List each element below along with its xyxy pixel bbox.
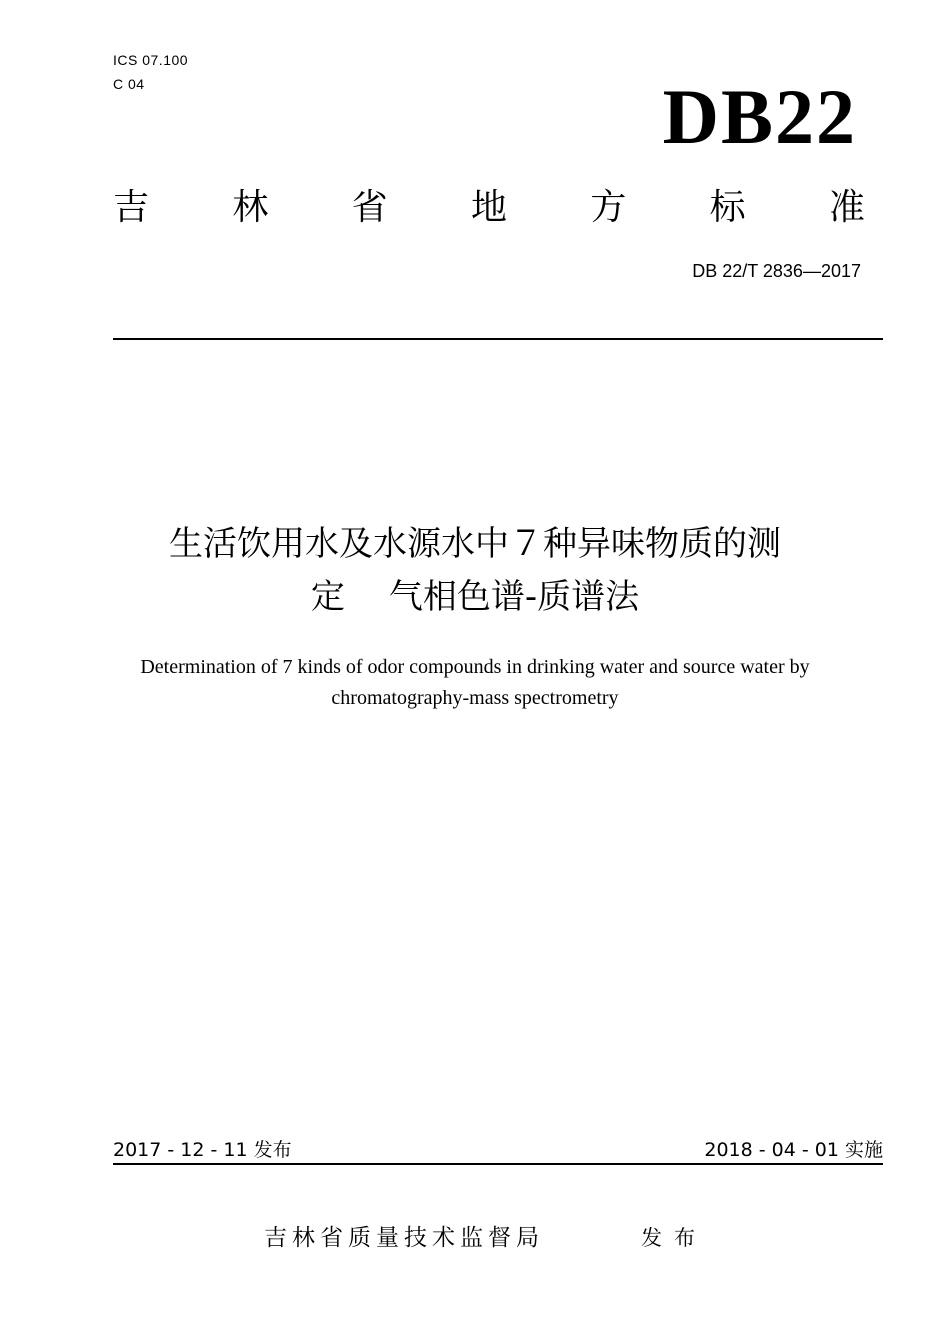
title-english-line1: Determination of 7 kinds of odor compounds in drinking water and source water by bbox=[140, 656, 810, 678]
standard-type-char: 林 bbox=[232, 187, 269, 228]
implementation-date: 2018 - 04 - 01 实施 bbox=[704, 1139, 883, 1161]
issue-date: 2017 - 12 - 11 发布 bbox=[113, 1139, 292, 1161]
header-divider bbox=[113, 338, 883, 340]
standard-type-char: 地 bbox=[470, 187, 507, 228]
ics-block bbox=[113, 48, 188, 96]
standard-type-char: 省 bbox=[351, 187, 388, 228]
standard-type-char: 标 bbox=[709, 187, 746, 228]
standard-number: DB 22/T 2836—2017 bbox=[692, 261, 861, 281]
standard-type-char: 吉 bbox=[113, 187, 150, 228]
title-chinese-line1: 生活饮用水及水源水中７种异味物质的测 bbox=[169, 524, 781, 564]
standard-type-char: 方 bbox=[590, 187, 627, 228]
title-english-line2: chromatography-mass spectrometry bbox=[331, 687, 619, 709]
db-code: DB22 bbox=[662, 73, 857, 160]
issued-label: 发布 bbox=[641, 1226, 707, 1250]
title-chinese-line2 bbox=[60, 571, 890, 624]
footer-divider bbox=[113, 1163, 883, 1165]
title-chinese-line2-part1: 定 bbox=[310, 577, 345, 617]
standard-type bbox=[113, 186, 865, 230]
title-english bbox=[60, 652, 890, 714]
title-chinese bbox=[60, 518, 890, 624]
ics-code: ICS 07.100 bbox=[113, 52, 189, 68]
title-chinese-line2-part2: 气相色谱-质谱法 bbox=[388, 577, 640, 617]
ccs-code: C 04 bbox=[113, 76, 145, 92]
issuer: 吉林省质量技术监督局 bbox=[264, 1225, 544, 1251]
standard-type-char: 准 bbox=[828, 187, 865, 228]
